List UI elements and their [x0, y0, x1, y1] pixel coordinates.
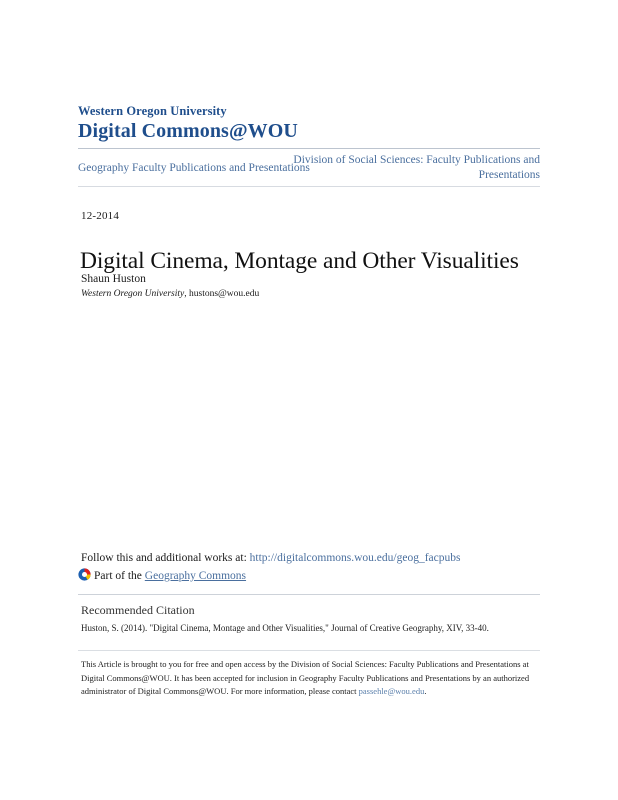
page-title: Digital Cinema, Montage and Other Visualities — [80, 247, 519, 274]
follow-prefix: Follow this and additional works at: — [81, 552, 250, 564]
follow-line — [81, 551, 551, 566]
affiliation-institution: Western Oregon University — [81, 289, 185, 299]
affiliation-email: , hustons@wou.edu — [184, 289, 260, 299]
recommended-citation-text: Huston, S. (2014). "Digital Cinema, Montage and Other Visualities," Journal of Creative Geography, XIV, 33-40. — [81, 623, 489, 633]
part-of-prefix: Part of the — [94, 570, 145, 582]
part-of-line — [78, 568, 548, 584]
divider-breadcrumb — [78, 186, 540, 187]
digital-commons-network-icon — [78, 568, 91, 581]
footer-text-before-email: This Article is brought to you for free and open access by the Division of Social Sciences: Faculty Publications and Presentations at Digital Commons@WOU. It has been accepted for inclusion in Geography Faculty Publications and Presentations by an authorized administrator of Digital Commons@WOU. For more information, please contact — [81, 659, 530, 696]
recommended-citation-heading: Recommended Citation — [81, 603, 195, 617]
divider-citation — [78, 594, 540, 595]
author-name: Shaun Huston — [81, 273, 146, 285]
subject-commons-link[interactable]: Geography Commons — [144, 570, 247, 582]
divider-top — [78, 148, 540, 149]
breadcrumb — [78, 153, 540, 185]
breadcrumb-division[interactable]: Division of Social Sciences: Faculty Publications and Presentations — [293, 154, 540, 181]
author-affiliation — [81, 288, 259, 300]
divider-footer — [78, 650, 540, 651]
masthead — [78, 104, 548, 143]
footer-text-after-email: . — [424, 686, 427, 696]
repository-url-link[interactable]: http://digitalcommons.wou.edu/geog_facpubs — [249, 552, 461, 564]
footer-statement — [81, 658, 539, 699]
publication-date: 12-2014 — [81, 210, 120, 222]
repository-name: Digital Commons@WOU — [78, 120, 298, 142]
institution-name: Western Oregon University — [78, 104, 227, 118]
contact-email-link[interactable]: passehle@wou.edu — [358, 686, 425, 696]
breadcrumb-collection[interactable]: Geography Faculty Publications and Presentations — [78, 162, 310, 174]
